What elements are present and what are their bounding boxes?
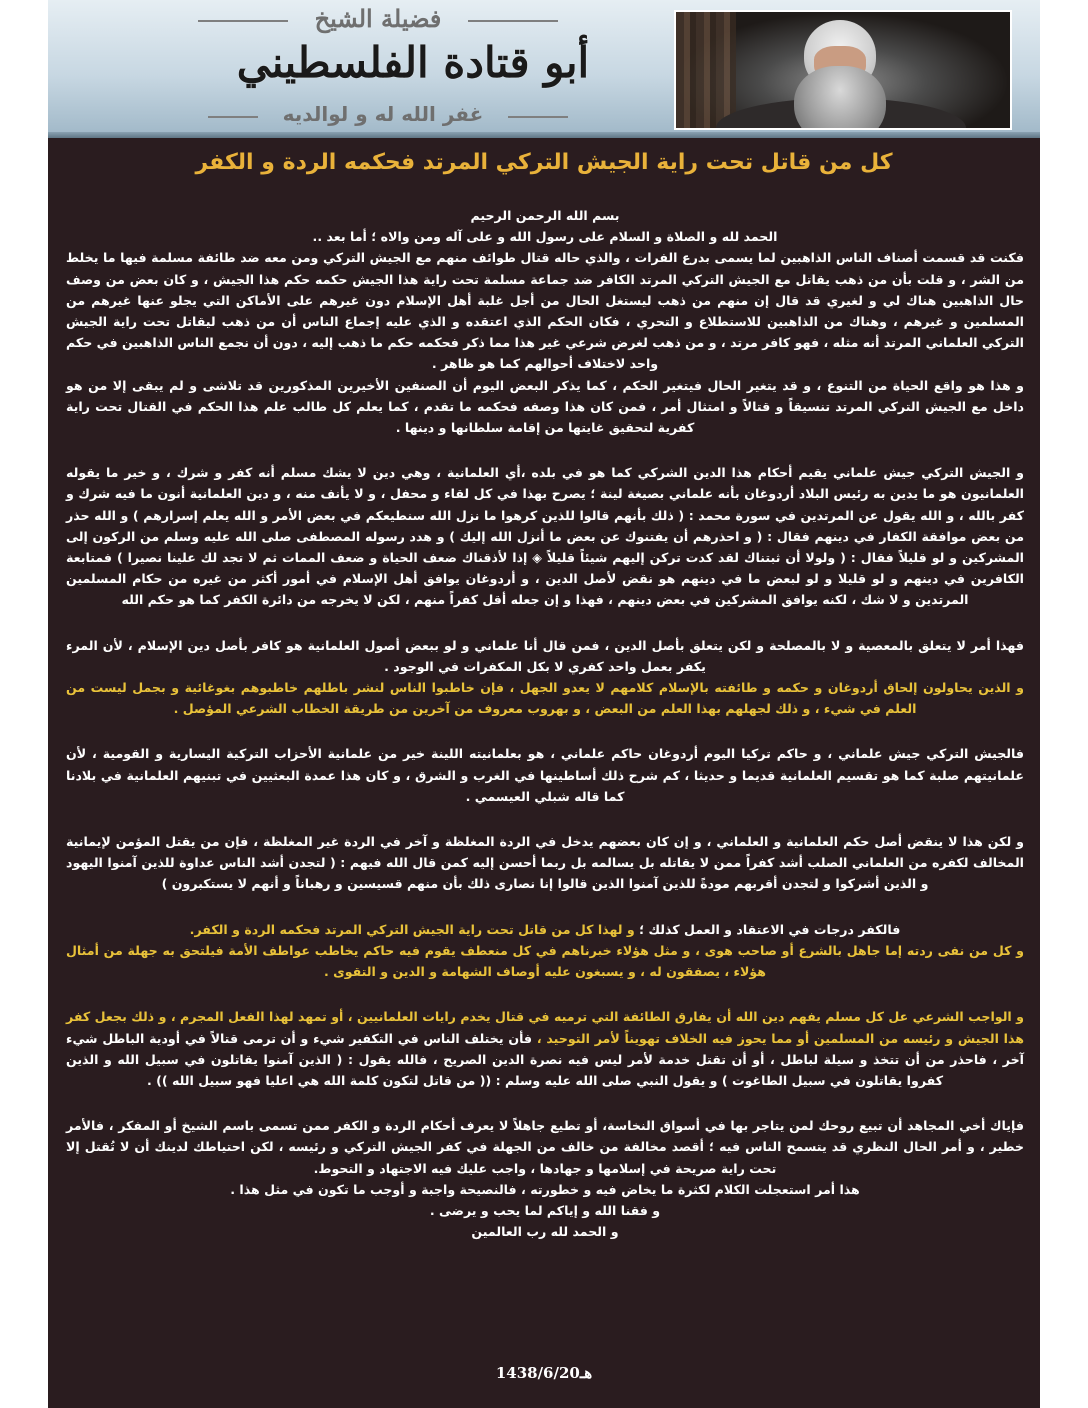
duty-continuation: فأن يختلف الناس في التكفير شيء و أن ترمى قتالاً في أودية الباطل شيء آخر ، فاحذر من أن تتخذ و سيلة لباطل ، أو أن تقتل خدمة لأمر ليس فيه نصرة الدين الصريح ، فالله يقول : ( الذين آمنوا يقاتلون في سبيل الله و الذين كفروا يقاتلون في سبيل الطاغوت ) و يقول النبي صلى الله عليه وسلم : (( من قاتل لتكون كلمة الله هي اعليا فهو سبيل الله )) . <box>66 1030 1024 1088</box>
highlighted-paragraph: و الذين يحاولون إلحاق أردوغان و حكمه و طائفته بالإسلام كلامهم لا يعدو الجهل ، فإن خاطبوا الناس لنشر باطلهم خاطبوهم بغوغائية و بجمل ليست من العلم في شيء ، و ذلك لجهلهم بهذا العلم من البعض ، و بهروب معروف من آخرين من طريقة الخطاب الشرعي المؤصل . <box>66 680 1024 717</box>
highlighted-paragraph: و كل من نفى ردته إما جاهل بالشرع أو صاحب هوى ، و مثل هؤلاء خبرناهم في كل منعطف يقوم فيه حاكم يخاطب عواطف الأمة فيلتحق به جهلة من أمثال هؤلاء ، يصفقون له ، و يسبغون عليه أوصاف الشهامة و الدين و التقوى . <box>66 942 1024 980</box>
paragraph: فكنت قد قسمت أصناف الناس الذاهبين لما يسمى بدرع الفرات ، والذي حاله قتال طوائف منهم مع الجيش التركي ومن معه ضد طائفة مسلمة فيها ما يخلط من الشر ، و قلت بأن من ذهب يقاتل مع الجيش التركي المرتد الكافر ضد جماعة مسلمة تحت راية هذا الجيش حكمه حكم هذا الجيش ، و كان بعض من وصف حال الذاهبين هناك لي و لغيري قد قال إن منهم من ذهب ليستغل الحال من أجل غلبة أهل الإسلام دون غيرهم على الأماكن التي يجلو عنها غيرهم من المسلمين و غيرهم ، وهناك من الذاهبين للاستطلاع و التحري ، فكان الحكم الذي اعتقده و الذي عليه إجماع الناس أن من ذهب ليقاتل تحت راية الجيش التركي العلماني المرتد أنه مثله ، فهو كافر مرتد ، و من ذهب لغرض شرعي غير هذا مما ذكر فحكمه حكم ما ذهب إليه ، دون أن نجمع الناس الذاهبين في حكم واحد لاختلاف أحوالهم كما هو ظاهر . <box>66 250 1024 372</box>
paragraph-gap <box>66 895 1024 919</box>
date: 1438/6/20هـ <box>495 1364 593 1382</box>
closing-line: هذا أمر استعجلت الكلام لكثرة ما يخاض فيه و خطورته ، فالنصيحة واجبة و أوجب ما تكون في مثل هذا . <box>230 1181 860 1197</box>
paragraph: و لكن هذا لا ينقض أصل حكم العلمانية و العلماني ، و إن كان بعضهم يدخل في الردة المغلظة و آخر في الردة غير المغلظة ، فإن من يقتل المؤمن لإيمانية المخالف لكفره من العلماني الصلب أشد كفراً ممن لا يقاتله بل يسالمه بل ربما أحسن إليه كمن قال الله فيهم : ( لتجدن أشد الناس عداوة للذين آمنوا اليهود و الذين أشركوا و لتجدن أقربهم مودةً للذين آمنوا الذين قالوا إنا نصارى ذلك بأن منهم قسيسين و رهباناً و أنهم لا يستكبرون ) <box>66 834 1024 892</box>
paragraph: و هذا هو واقع الحياة من التنوع ، و قد يتغير الحال فيتغير الحكم ، كما يذكر البعض اليوم أن الصنفين الأخيرين المذكورين قد تلاشى و لم يبقى إلا من هو داخل مع الجيش التركي المرتد تنسيقاً و قتالاً و امتثال أمر ، فمن كان هذا وصفه فحكمه ما تقدم ، كما يعلم كل طالب علم هذا الحكم في القتال تحت راية كفرية لتحقيق غايتها من إقامة سلطانها و دينها . <box>66 377 1024 436</box>
prayer-line: غفر الله له و لوالديه <box>282 102 484 126</box>
paragraph: فهذا أمر لا يتعلق بالمعصية و لا بالمصلحة و لكن يتعلق بأصل الدين ، فمن قال أنا علماني و لو ببعض أصول العلمانية هو كافر بأصل دين الإسلام ، لأن المرء يكفر بعمل واحد كفري لا بكل المكفرات في الوجود . <box>66 637 1024 674</box>
article-title: كل من قاتل تحت راية الجيش التركي المرتد فحكمه الردة و الكفر <box>195 150 893 175</box>
paragraph: فالجيش التركي جيش علماني ، و حاكم تركيا اليوم أردوغان حاكم علماني ، هو بعلمانيته اللينة خير من علمانية الأحزاب التركية اليسارية و القومية ، لأن علمانيتهم صلبة كما هو تقسيم العلمانية قديما و حديثا ، كم شرح ذلك أساطينها في الغرب و الشرق ، و كان هذا عمدة البعثيين في تبنيهم العلمانية في بلادنا كما قاله شبلي العيسمي . <box>66 746 1024 804</box>
closing-praise: و الحمد لله رب العالمين <box>471 1224 619 1240</box>
sheikh-photo <box>674 10 1012 130</box>
bookshelf-background <box>676 12 736 130</box>
opening-praise: الحمد لله و الصلاة و السلام على رسول الله و على آله ومن والاه ؛ أما بعد .. <box>312 229 778 245</box>
paragraph-gap <box>66 611 1024 635</box>
closing-prayer: و فقنا الله و إياكم لما يحب و يرضى . <box>429 1202 661 1218</box>
paragraph: و الجيش التركي جيش علماني يقيم أحكام هذا الدين الشركي كما هو في بلده ،أي العلمانية ، وهي دين لا يشك مسلم أنه كفر و شرك ، و خير ما يقوله العلمانيون هو ما يدين به رئيس البلاد أردوغان بأنه علماني بصيغة لينة ؛ يصرح بهذا في كل لقاء و محفل ، و لا يأنف منه ، و دين العلمانية أنون ما فيه شرك و كفر بالله ، و الله يقول عن المرتدين في سورة محمد : ( ذلك بأنهم قالوا للذين كرهوا ما نزل الله سنطيعكم في بعض الأمر و الله يعلم إسرارهم ) و الله حذر من بعض موافقة الكفار في دينهم فقال : ( و احذرهم أن يفتنوك عن بعض ما أنزل الله إليك ) و هدد رسوله المصطفى صلى الله عليه وسلم من الركون إلى المشركين و لو قليلاً فقال : ( ولولا أن ثبتناك لقد كدت تركن إليهم شيئاً قليلاً ◈ إذا لأذقناك ضعف الحياة و ضعف الممات ثم لا تجد لك علينا نصيرا ) فمتابعة الكافرين في دينهم و لو قليلا و لو لبعض ما في دينهم هو نقض لأصل الدين ، و أردوغان يوافق أهل الإسلام في أمور أكثر من غيره من حكام المسلمين المرتدين و لا شك ، لكنه يوافق المشركين في بعض دينهم ، فهذا و إن جعله أقل كفراً منهم ، لكن لا يخرجه من دائرة الكفر كما هو حكم الله <box>66 465 1024 608</box>
paragraph: فإياك أخي المجاهد أن تبيع روحك لمن يتاجر بها في أسواق النخاسة، أو تطيع جاهلاً لا يعرف أحكام الردة و الكفر ممن تسمى باسم الشيخ أو المفكر ، فالأمر خطير ، و أمر الحال النظري قد يتسمح الناس فيه ؛ أقصد مخالفة من خالف من الجهلة في كفر الجيش التركي و رئيسه ، لكن احتياطك لدينك أن لا تُقتل إلا تحت راية صريحة في إسلامها و جهادها ، واجب عليك فيه الاجتهاد و التحوط. <box>66 1118 1024 1176</box>
honorific: فضيلة الشيخ <box>314 4 442 33</box>
duty-paragraph <box>66 1006 1024 1091</box>
article-body <box>66 205 1024 1242</box>
basmala: بسم الله الرحمن الرحيم <box>470 208 620 223</box>
ruling-text: و لهذا كل من قاتل تحت راية الجيش التركي المرتد فحكمه الردة و الكفر. <box>189 921 635 937</box>
duty-text: و الواجب الشرعي عل كل مسلم يفهم دين الله أن يفارق الطائفة التي ترميه في قتال يخدم رايات العلمانيين ، أو تمهد لهذا الفعل المجرم ، و ذلك بجعل كفر هذا الجيش و رئيسه من المسلمين أو مما يحوز فيه الخلاف تهويناً لأمر التوحيد ، <box>66 1009 1024 1046</box>
degrees-text: فالكفر درجات في الاعتقاد و العمل كذلك ؛ <box>639 921 901 937</box>
degrees-line <box>66 919 1024 940</box>
paragraph-gap <box>66 719 1024 743</box>
paragraph-gap <box>66 438 1024 462</box>
paragraph-gap <box>66 807 1024 831</box>
paragraph-gap <box>66 982 1024 1006</box>
header-banner <box>48 0 1040 138</box>
photo-beard <box>794 66 886 130</box>
paragraph-gap <box>66 1091 1024 1115</box>
page <box>48 0 1040 1408</box>
sheikh-name: أبو قتادة الفلسطيني <box>236 38 590 87</box>
